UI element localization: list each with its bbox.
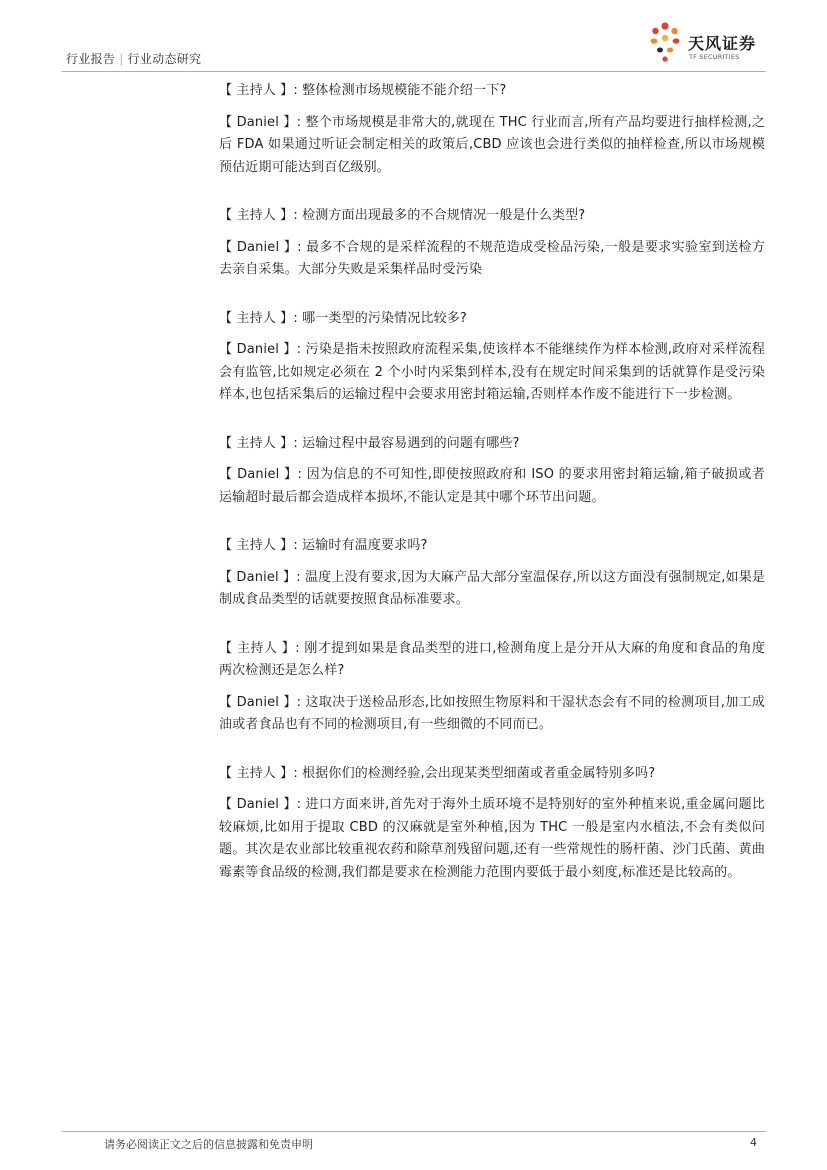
guest-answer: 【 Daniel 】: 这取决于送检品形态,比如按照生物原料和干湿状态会有不同的检测项目,加工成油或者食品也有不同的检测项目,有一些细微的不同而已。: [219, 694, 765, 732]
host-question: 【 主持人 】: 哪一类型的污染情况比较多?: [219, 310, 467, 326]
logo-petal: [671, 28, 677, 34]
host-question: 【 主持人 】: 检测方面出现最多的不合规情况一般是什么类型?: [219, 208, 586, 223]
page-number: 4: [750, 1136, 757, 1149]
report-category: [66, 50, 201, 67]
host-question: 【 主持人 】: 整体检测市场规模能不能介绍一下?: [219, 83, 507, 98]
guest-answer: 【 Daniel 】: 因为信息的不可知性,即使按照政府和 ISO 的要求用密封箱运输,箱子破损或者运输超时最后都会造成样本损坏,不能认定是其中哪个环节出问题。: [219, 467, 765, 505]
qa-block: [219, 763, 765, 885]
logo-petal: [667, 48, 673, 53]
qa-block: [219, 535, 765, 612]
header-divider: [62, 71, 766, 72]
logo-petal: [652, 28, 658, 34]
category-label: 行业报告: [66, 52, 116, 66]
logo-petal: [661, 22, 668, 29]
guest-answer: 【 Daniel 】: 污染是指未按照政府流程采集,使该样本不能继续作为样本检测,政府对采样流程会有监管,比如规定必须在 2 个小时内采集到样本,没有在规定时间采集到的话就算作是受污染样本,也包括采集后的运输过程中会要求用密封箱运输,否则样本作废不能进行下一步检测。: [219, 342, 765, 402]
logo-petal: [662, 35, 668, 41]
interview-transcript: [219, 80, 765, 910]
host-question: 【 主持人 】: 刚才提到如果是食品类型的进口,检测角度上是分开从大麻的角度和食品的角度两次检测还是怎么样?: [219, 640, 765, 678]
logo-petal: [657, 48, 663, 53]
logo-english-name: TF SECURITIES: [689, 53, 740, 61]
qa-block: [219, 308, 765, 407]
host-question: 【 主持人 】: 运输时有温度要求吗?: [219, 538, 428, 553]
logo-petal: [662, 56, 667, 61]
qa-block: [219, 638, 765, 737]
tf-flower-icon: [648, 20, 684, 66]
tf-securities-logo: [648, 20, 768, 66]
qa-block: [219, 80, 765, 179]
guest-answer: 【 Daniel 】: 进口方面来讲,首先对于海外土质环境不是特别好的室外种植来说,重金属问题比较麻烦,比如用于提取 CBD 的汉麻就是室外种植,因为 THC 一般是室内水植法,不会有类似问题。其次是农业部比较重视农药和除草剂残留问题,还有一些常规性的肠杆菌、沙门氏菌、黄曲霉素等食品级的检测,我们都是要求在检测能力范围内要低于最小刻度,标准还是比较高的。: [219, 797, 765, 880]
logo-chinese-name: 天风证券: [688, 34, 757, 53]
guest-answer: 【 Daniel 】: 温度上没有要求,因为大麻产品大部分室温保存,所以这方面没有强制规定,如果是制成食品类型的话就要按照食品标准要求。: [219, 569, 765, 607]
header-separator: |: [119, 52, 124, 66]
logo-petal: [651, 38, 658, 43]
logo-petal: [673, 38, 680, 43]
subcategory-label: 行业动态研究: [127, 52, 202, 66]
footer-divider: [62, 1131, 766, 1132]
disclaimer-notice: 请务必阅读正文之后的信息披露和免责申明: [104, 1138, 313, 1151]
host-question: 【 主持人 】: 根据你们的检测经验,会出现某类型细菌或者重金属特别多吗?: [219, 765, 656, 781]
qa-block: [219, 433, 765, 510]
guest-answer: 【 Daniel 】: 最多不合规的是采样流程的不规范造成受检品污染,一般是要求实验室到送检方去亲自采集。大部分失败是采集样品时受污染: [219, 239, 765, 277]
host-question: 【 主持人 】: 运输过程中最容易遇到的问题有哪些?: [219, 435, 520, 451]
qa-block: [219, 205, 765, 282]
guest-answer: 【 Daniel 】: 整个市场规模是非常大的,就现在 THC 行业而言,所有产品均要进行抽样检测,之后 FDA 如果通过听证会制定相关的政策后,CBD 应该也会进行类似的抽样检查,所以市场规模预估近期可能达到百亿级别。: [219, 114, 765, 175]
